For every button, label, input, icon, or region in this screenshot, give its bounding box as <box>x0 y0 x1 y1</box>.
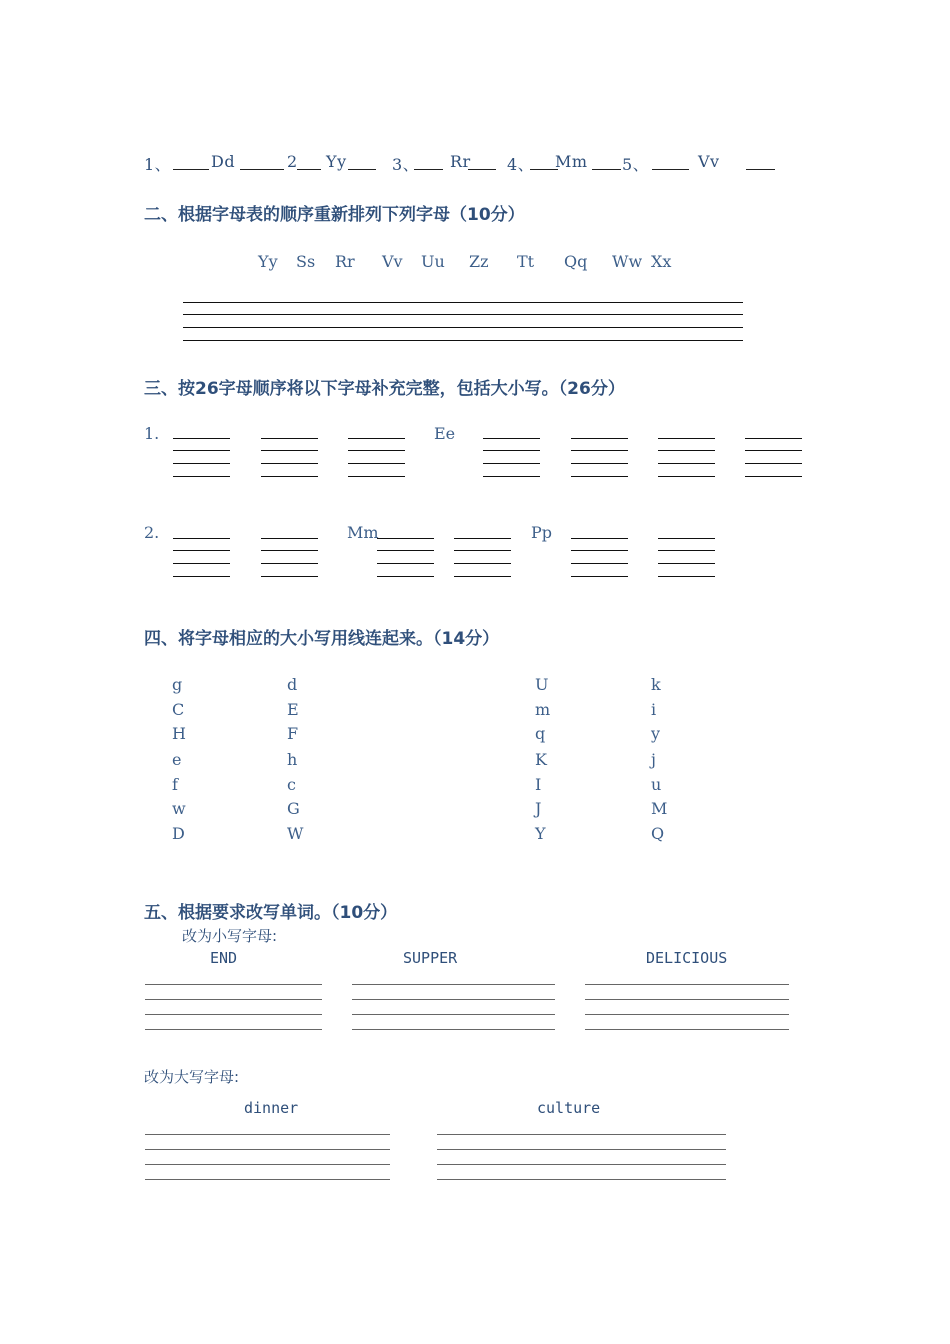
writing-lines[interactable] <box>183 302 743 340</box>
blank[interactable] <box>592 154 621 170</box>
lowercase-instruction: 改为小写字母: <box>182 927 278 945</box>
match-letter[interactable]: w <box>172 799 186 818</box>
given-letter-pp: Pp <box>531 523 553 542</box>
match-letter[interactable]: E <box>287 700 299 719</box>
writing-lines[interactable] <box>348 438 405 476</box>
blank[interactable] <box>240 154 284 170</box>
letter-mm: Mm <box>555 152 588 171</box>
match-letter[interactable]: h <box>287 750 298 769</box>
letter: Zz <box>469 252 489 271</box>
match-letter[interactable]: W <box>287 824 304 843</box>
writing-lines[interactable] <box>571 538 628 576</box>
letter-vv: Vv <box>698 152 720 171</box>
given-letter-ee: Ee <box>434 424 456 443</box>
writing-lines[interactable] <box>145 1134 390 1180</box>
letter: Yy <box>258 252 278 271</box>
match-letter[interactable]: c <box>287 775 296 794</box>
match-letter[interactable]: D <box>172 824 185 843</box>
writing-lines[interactable] <box>261 438 318 476</box>
writing-lines[interactable] <box>658 538 715 576</box>
blank[interactable] <box>348 154 376 170</box>
letter: Uu <box>421 252 445 271</box>
match-letter[interactable]: C <box>172 700 185 719</box>
uppercase-instruction: 改为大写字母: <box>144 1068 240 1086</box>
letter: Xx <box>651 252 672 271</box>
writing-lines[interactable] <box>173 538 230 576</box>
section5-heading: 五、根据要求改写单词。（10分） <box>144 903 398 923</box>
given-letter-mm: Mm <box>347 523 379 542</box>
writing-lines[interactable] <box>585 984 789 1030</box>
letter: Qq <box>564 252 588 271</box>
item-number-2: 2 <box>287 152 298 171</box>
match-letter[interactable]: m <box>535 700 551 719</box>
match-letter[interactable]: U <box>535 675 549 694</box>
row-label-1: 1. <box>144 424 160 443</box>
letter-dd: Dd <box>211 152 236 171</box>
match-letter[interactable]: k <box>651 675 661 694</box>
letter: Rr <box>335 252 355 271</box>
blank[interactable] <box>652 154 689 170</box>
item-number-1: 1、 <box>144 155 172 174</box>
match-letter[interactable]: K <box>535 750 547 769</box>
item-number-3: 3、 <box>392 155 420 174</box>
match-letter[interactable]: Q <box>651 824 665 843</box>
writing-lines[interactable] <box>437 1134 726 1180</box>
blank[interactable] <box>746 154 775 170</box>
writing-lines[interactable] <box>571 438 628 476</box>
letter: Ss <box>296 252 316 271</box>
match-letter[interactable]: i <box>651 700 657 719</box>
writing-lines[interactable] <box>145 984 322 1030</box>
match-letter[interactable]: I <box>535 775 542 794</box>
match-letter[interactable]: J <box>535 799 542 818</box>
blank[interactable] <box>530 154 558 170</box>
writing-lines[interactable] <box>745 438 802 476</box>
letter-rr: Rr <box>450 152 471 171</box>
match-letter[interactable]: j <box>651 750 656 769</box>
writing-lines[interactable] <box>352 984 555 1030</box>
match-letter[interactable]: y <box>651 724 661 743</box>
match-letter[interactable]: u <box>651 775 662 794</box>
word-culture: culture <box>537 1099 601 1117</box>
letter: Ww <box>612 252 643 271</box>
match-letter[interactable]: H <box>172 724 186 743</box>
letter: Tt <box>517 252 535 271</box>
match-letter[interactable]: G <box>287 799 300 818</box>
row-label-2: 2. <box>144 523 160 542</box>
word-delicious: DELICIOUS <box>646 949 728 967</box>
letter: Vv <box>382 252 403 271</box>
match-letter[interactable]: q <box>535 724 546 743</box>
letter-yy: Yy <box>326 152 347 171</box>
word-end: END <box>210 949 238 967</box>
blank[interactable] <box>297 154 321 170</box>
section4-heading: 四、将字母相应的大小写用线连起来。（14分） <box>144 629 500 649</box>
writing-lines[interactable] <box>454 538 511 576</box>
match-letter[interactable]: g <box>172 675 183 694</box>
writing-lines[interactable] <box>377 538 434 576</box>
match-letter[interactable]: Y <box>535 824 546 843</box>
match-letter[interactable]: e <box>172 750 182 769</box>
blank[interactable] <box>414 154 443 170</box>
match-letter[interactable]: F <box>287 724 299 743</box>
blank[interactable] <box>468 154 496 170</box>
section2-heading: 二、根据字母表的顺序重新排列下列字母（10分） <box>144 205 525 225</box>
writing-lines[interactable] <box>173 438 230 476</box>
word-supper: SUPPER <box>403 949 458 967</box>
match-letter[interactable]: M <box>651 799 668 818</box>
section3-heading: 三、按26字母顺序将以下字母补充完整，包括大小写。（26分） <box>144 379 625 399</box>
blank[interactable] <box>173 154 209 170</box>
writing-lines[interactable] <box>483 438 540 476</box>
match-letter[interactable]: d <box>287 675 298 694</box>
word-dinner: dinner <box>244 1099 299 1117</box>
item-number-4: 4、 <box>507 155 535 174</box>
writing-lines[interactable] <box>658 438 715 476</box>
match-letter[interactable]: f <box>172 775 178 794</box>
item-number-5: 5、 <box>622 155 650 174</box>
writing-lines[interactable] <box>261 538 318 576</box>
